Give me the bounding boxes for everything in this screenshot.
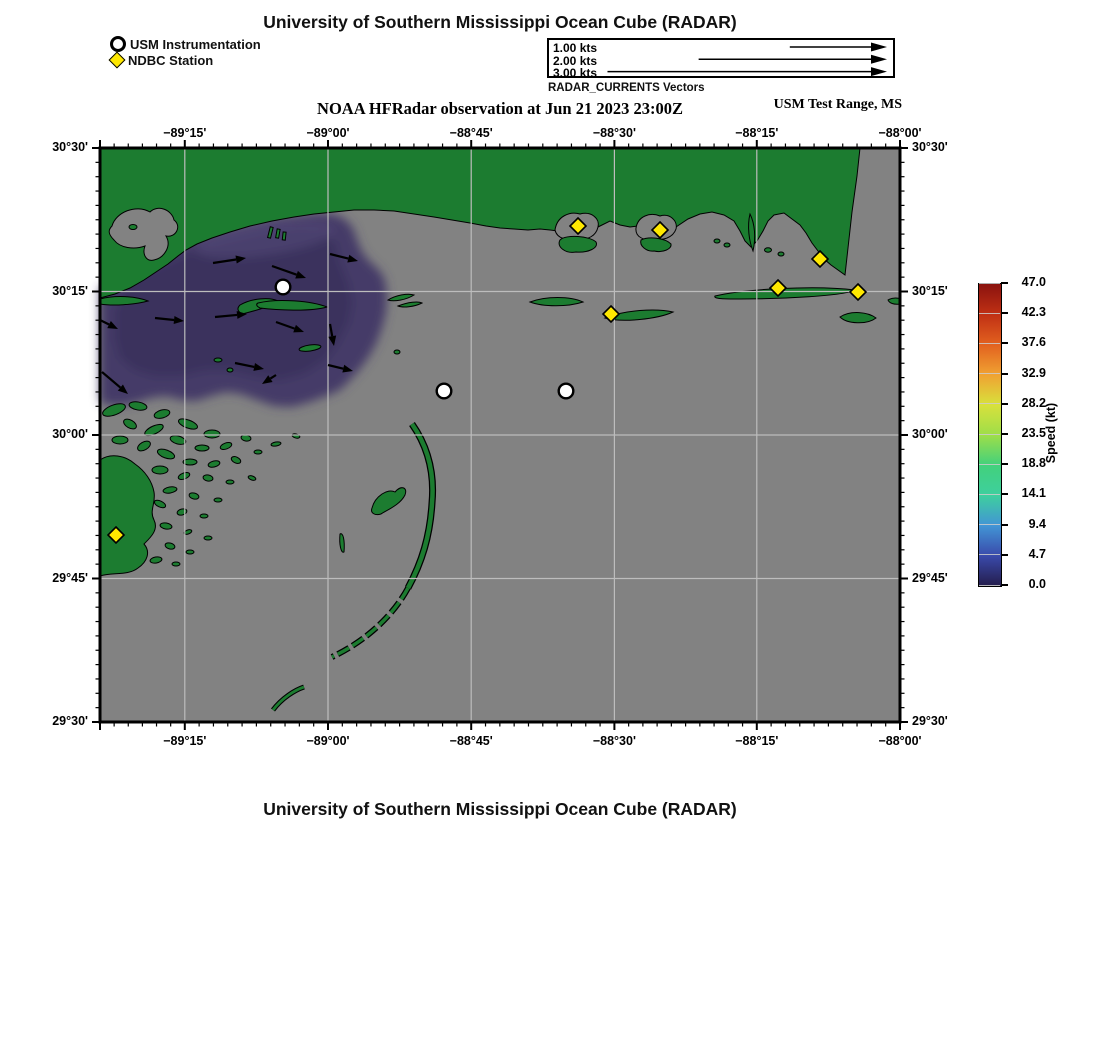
x-axis-label-bottom: −89°00' [306,734,350,748]
colorbar-tick [1001,584,1008,586]
bay-island [129,225,137,230]
y-axis-label-left: 29°30' [52,714,88,728]
colorbar-tick-label: 18.8 [1021,456,1046,471]
x-axis-label-bottom: −88°30' [592,734,636,748]
colorbar-gridline [979,494,1000,495]
colorbar-tick [1001,433,1008,435]
x-axis-label-top: −88°00' [878,126,922,140]
colorbar-gridline [979,403,1000,404]
map-plot-area[interactable] [52,126,948,748]
y-axis-label-right: 30°30' [912,140,948,154]
x-axis-label-top: −88°30' [592,126,636,140]
usm-instrumentation-marker[interactable] [276,280,291,295]
colorbar-tick-label: 37.6 [1021,335,1046,350]
colorbar-gridline [979,434,1000,435]
colorbar-tick [1001,524,1008,526]
legend-ndbc-label: NDBC Station [128,52,214,68]
vector-scale-box [547,38,895,78]
observation-subtitle: NOAA HFRadar observation at Jun 21 2023 23:00Z [317,99,683,118]
page-title: University of Southern Mississippi Ocean Cube (RADAR) [263,12,737,32]
colorbar-tick-label: 0.0 [1028,577,1046,591]
colorbar-tick [1001,403,1008,405]
legend-usm-label: USM Instrumentation [130,36,261,52]
y-axis-label-right: 29°45' [912,570,948,585]
colorbar-gridline [979,464,1000,465]
y-axis-label-left: 30°15' [52,283,88,298]
map-legend [110,36,261,68]
scale-arrows-icon [549,40,893,76]
y-axis-label-left: 30°00' [52,427,88,441]
colorbar-tick [1001,463,1008,465]
colorbar-tick-label: 14.1 [1021,486,1046,501]
y-axis-label-left: 30°30' [52,140,88,154]
ndbc-station-icon [109,52,126,69]
x-axis-label-bottom: −89°15' [163,734,207,748]
colorbar-gridline [979,283,1000,284]
y-axis-label-right: 30°00' [912,427,948,441]
usm-instrumentation-marker[interactable] [437,384,452,399]
y-axis-label-right: 29°30' [912,714,948,728]
colorbar-tick [1001,312,1008,314]
colorbar-gridline [979,554,1000,555]
y-axis-label-left: 29°45' [52,570,88,585]
x-axis-label-bottom: −88°15' [735,734,779,748]
test-range-label: USM Test Range, MS [773,97,902,112]
colorbar-tick-label: 47.0 [1021,275,1046,289]
colorbar-gridline [979,343,1000,344]
x-axis-label-bottom: −88°45' [449,734,493,748]
colorbar-tick-label: 9.4 [1028,516,1046,531]
x-axis-label-bottom: −88°00' [878,734,922,748]
colorbar-gridline [979,373,1000,374]
footer-title: University of Southern Mississippi Ocean Cube (RADAR) [263,799,737,819]
usm-instrumentation-marker[interactable] [559,384,574,399]
colorbar-tick-label: 28.2 [1021,395,1046,410]
map-canvas [100,148,900,722]
colorbar-tick [1001,373,1008,375]
lagoon-islet-1 [559,236,596,252]
scale-2kt-label: 2.00 kts [553,53,598,68]
scale-1kt-label: 1.00 kts [553,41,598,55]
legend-row-ndbc [110,52,261,68]
x-axis-label-top: −88°15' [735,126,779,140]
scale-3kt-label: 3.00 kts [553,66,598,80]
x-axis-label-top: −89°15' [163,126,207,140]
speed-colorbar [978,283,1002,587]
y-axis-label-right: 30°15' [912,283,948,298]
scale-caption: RADAR_CURRENTS Vectors [548,82,705,94]
colorbar-tick-label: 42.3 [1021,305,1046,320]
usm-instrumentation-icon [110,36,126,52]
colorbar-tick [1001,554,1008,556]
legend-row-usm [110,36,261,52]
colorbar-tick-label: 23.5 [1021,426,1046,440]
colorbar-tick [1001,342,1008,344]
x-axis-label-top: −88°45' [449,126,493,140]
colorbar-tick-label: 4.7 [1028,546,1046,561]
colorbar-gridline [979,585,1000,586]
colorbar-tick [1001,282,1008,284]
colorbar-gridline [979,524,1000,525]
x-axis-label-top: −89°00' [306,126,350,140]
colorbar-gridline [979,313,1000,314]
colorbar-tick [1001,493,1008,495]
colorbar-tick-label: 32.9 [1021,365,1046,380]
colorbar-axis-label: Speed (kt) [1044,402,1058,464]
